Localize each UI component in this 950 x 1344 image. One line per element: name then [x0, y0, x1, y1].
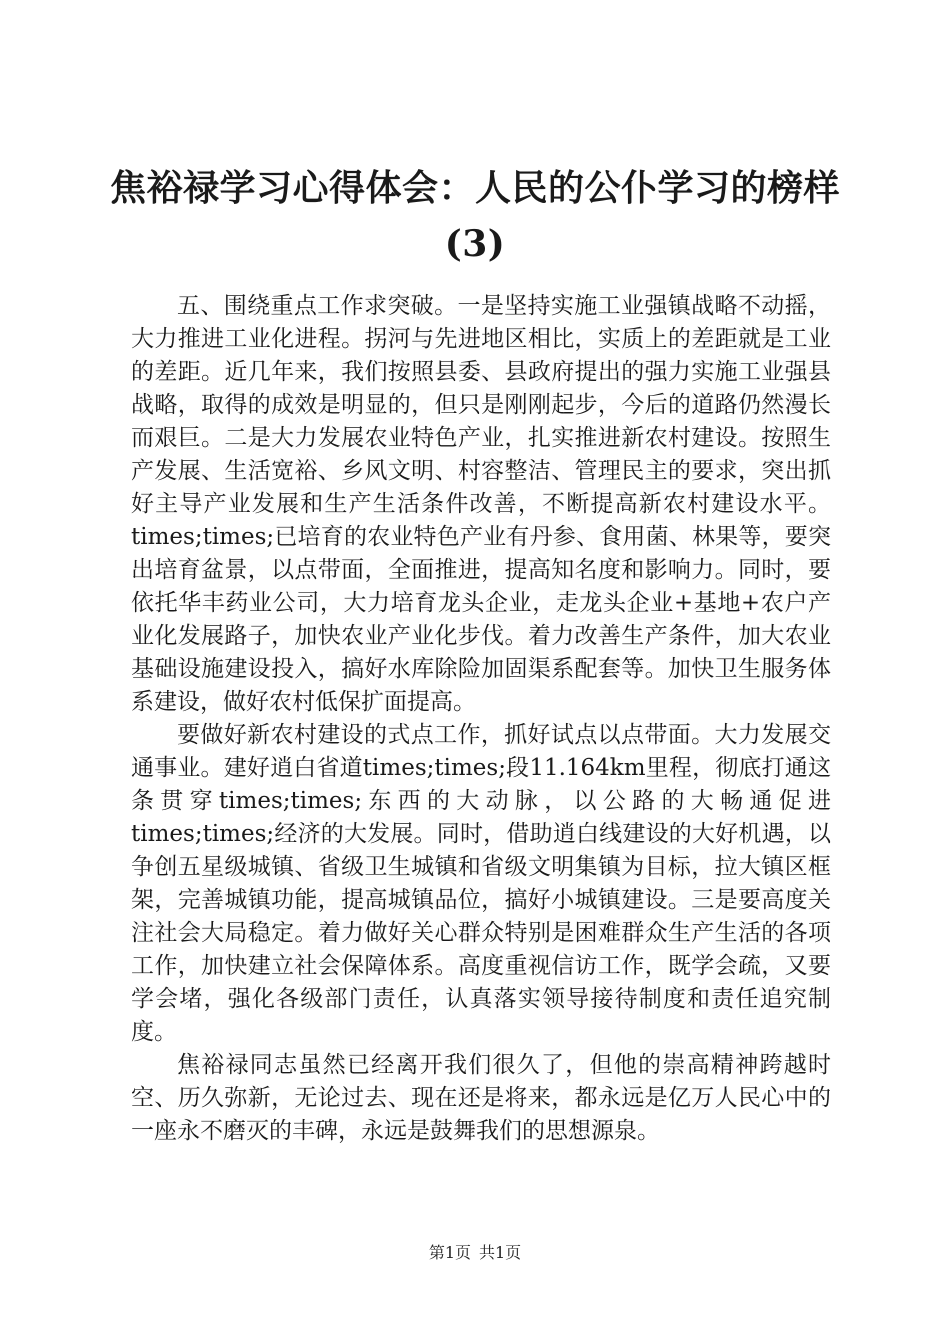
- document-body: [131, 290, 831, 1148]
- paragraph-2: 要做好新农村建设的式点工作，抓好试点以点带面。大力发展交通事业。建好逍白省道times;times;段11.164km里程，彻底打通这条贯穿times;times;东西的大动脉，以公路的大畅通促进times;times;经济的大发展。同时，借助逍白线建设的大好机遇，以争创五星级城镇、省级卫生城镇和省级文明集镇为目标，拉大镇区框架，完善城镇功能，提高城镇品位，搞好小城镇建设。三是要高度关注社会大局稳定。着力做好关心群众特别是困难群众生产生活的各项工作，加快建立社会保障体系。高度重视信访工作，既学会疏，又要学会堵，强化各级部门责任，认真落实领导接待制度和责任追究制度。: [131, 722, 831, 1045]
- paragraph-3: 焦裕禄同志虽然已经离开我们很久了，但他的崇高精神跨越时空、历久弥新，无论过去、现在还是将来，都永远是亿万人民心中的一座永不磨灭的丰碑，永远是鼓舞我们的思想源泉。: [131, 1052, 831, 1144]
- document-title: 焦裕禄学习心得体会：人民的公仆学习的榜样(3): [110, 167, 841, 265]
- page-number-current: 第1页: [428, 1243, 471, 1262]
- page-number-total: 共1页: [479, 1243, 522, 1262]
- paragraph-1: 五、围绕重点工作求突破。一是坚持实施工业强镇战略不动摇，大力推进工业化进程。拐河与先进地区相比，实质上的差距就是工业的差距。近几年来，我们按照县委、县政府提出的强力实施工业强县战略，取得的成效是明显的，但只是刚刚起步，今后的道路仍然漫长而艰巨。二是大力发展农业特色产业，扎实推进新农村建设。按照生产发展、生活宽裕、乡风文明、村容整洁、管理民主的要求，突出抓好主导产业发展和生产生活条件改善，不断提高新农村建设水平。times;times;已培育的农业特色产业有丹参、食用菌、林果等，要突出培育盆景，以点带面，全面推进，提高知名度和影响力。同时，要依托华丰药业公司，大力培育龙头企业，走龙头企业+基地+农户产业化发展路子，加快农业产业化步伐。着力改善生产条件，加大农业基础设施建设投入，搞好水库除险加固渠系配套等。加快卫生服务体系建设，做好农村低保扩面提高。: [131, 293, 831, 715]
- page-footer: [0, 1243, 950, 1263]
